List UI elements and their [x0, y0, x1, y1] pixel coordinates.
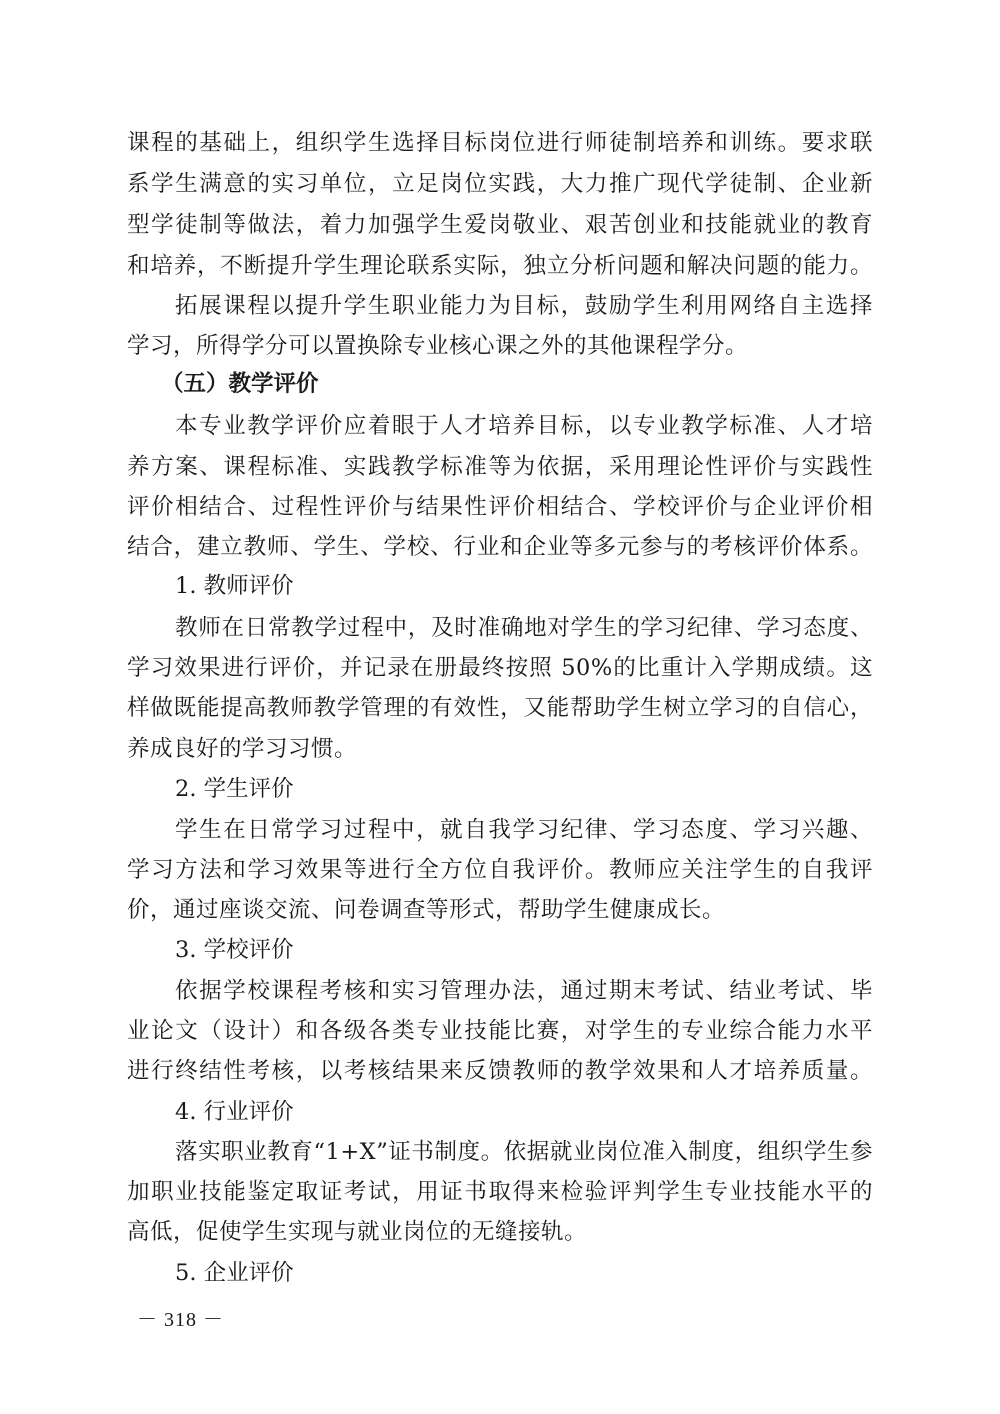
page-number: － 318 －	[137, 1309, 224, 1331]
subsection-heading: 5. 企业评价	[175, 1260, 294, 1286]
paragraph-line: 落实职业教育“1+X”证书制度。依据就业岗位准入制度，组织学生参	[175, 1139, 873, 1165]
paragraph-line: 进行终结性考核，以考核结果来反馈教师的教学效果和人才培养质量。	[127, 1058, 873, 1084]
paragraph-line: 本专业教学评价应着眼于人才培养目标，以专业教学标准、人才培	[175, 413, 873, 439]
subsection-heading: 4. 行业评价	[175, 1099, 294, 1125]
paragraph-line: 养成良好的学习习惯。	[127, 736, 358, 762]
section-heading: （五）教学评价	[161, 371, 319, 397]
paragraph-line: 课程的基础上，组织学生选择目标岗位进行师徒制培养和训练。要求联	[127, 130, 873, 156]
paragraph-line: 样做既能提高教师教学管理的有效性，又能帮助学生树立学习的自信心，	[127, 695, 873, 721]
paragraph-line: 学习，所得学分可以置换除专业核心课之外的其他课程学分。	[127, 333, 749, 359]
paragraph-line: 养方案、课程标准、实践教学标准等为依据，采用理论性评价与实践性	[127, 454, 873, 480]
paragraph-line: 业论文（设计）和各级各类专业技能比赛，对学生的专业综合能力水平	[127, 1018, 873, 1044]
paragraph-line: 拓展课程以提升学生职业能力为目标，鼓励学生利用网络自主选择	[175, 293, 873, 319]
subsection-heading: 3. 学校评价	[175, 937, 294, 963]
paragraph-line: 加职业技能鉴定取证考试，用证书取得来检验评判学生专业技能水平的	[127, 1179, 873, 1205]
paragraph-line: 和培养，不断提升学生理论联系实际，独立分析问题和解决问题的能力。	[127, 253, 873, 279]
paragraph-line: 依据学校课程考核和实习管理办法，通过期末考试、结业考试、毕	[175, 978, 873, 1004]
paragraph-line: 结合，建立教师、学生、学校、行业和企业等多元参与的考核评价体系。	[127, 534, 873, 560]
paragraph-line: 评价相结合、过程性评价与结果性评价相结合、学校评价与企业评价相	[127, 494, 873, 520]
paragraph-line: 教师在日常教学过程中，及时准确地对学生的学习纪律、学习态度、	[175, 615, 873, 641]
paragraph-line: 高低，促使学生实现与就业岗位的无缝接轨。	[127, 1219, 588, 1245]
paragraph-line: 学习方法和学习效果等进行全方位自我评价。教师应关注学生的自我评	[127, 857, 873, 883]
paragraph-line: 系学生满意的实习单位，立足岗位实践，大力推广现代学徒制、企业新	[127, 171, 873, 197]
paragraph-line: 学生在日常学习过程中，就自我学习纪律、学习态度、学习兴趣、	[175, 817, 873, 843]
paragraph-line: 学习效果进行评价，并记录在册最终按照 50%的比重计入学期成绩。这	[127, 655, 873, 681]
paragraph-line: 价，通过座谈交流、问卷调查等形式，帮助学生健康成长。	[127, 897, 726, 923]
subsection-heading: 2. 学生评价	[175, 776, 294, 802]
paragraph-line: 型学徒制等做法，着力加强学生爱岗敬业、艰苦创业和技能就业的教育	[127, 212, 873, 238]
subsection-heading: 1. 教师评价	[175, 573, 294, 599]
